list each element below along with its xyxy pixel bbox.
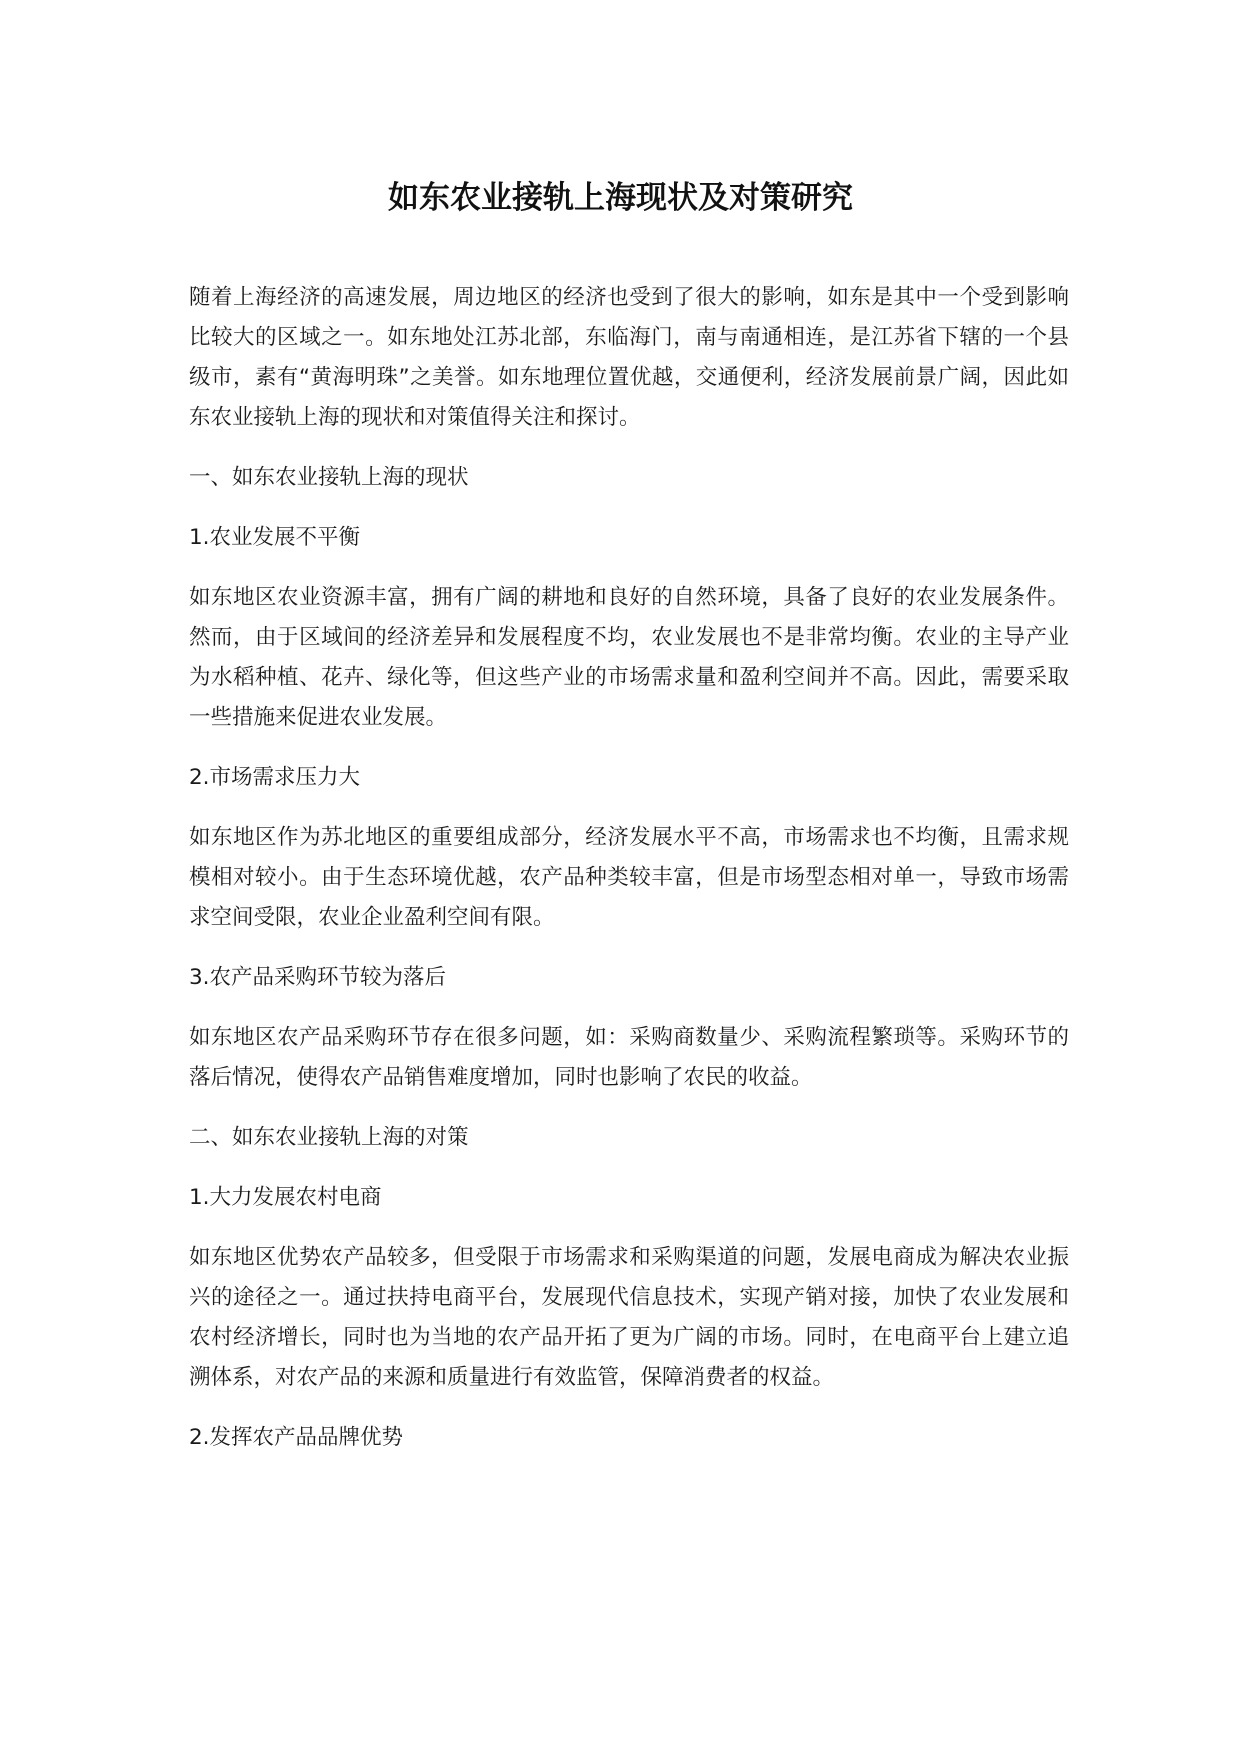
section-heading-countermeasures: 二、如东农业接轨上海的对策: [189, 1125, 469, 1150]
subheading-uneven-development: 1.农业发展不平衡: [189, 525, 361, 550]
subheading-procurement: 3.农产品采购环节较为落后: [189, 965, 447, 990]
intro-paragraph: 随着上海经济的高速发展，周边地区的经济也受到了很大的影响，如东是其中一个受到影响比较大的区域之一。如东地处江苏北部，东临海门，南与南通相连，是江苏省下辖的一个县级市，素有“黄海明珠”之美誉。如东地理位置优越，交通便利，经济发展前景广阔，因此如东农业接轨上海的现状和对策值得关注和探讨。: [189, 285, 1069, 430]
paragraph-market-pressure: 如东地区作为苏北地区的重要组成部分，经济发展水平不高，市场需求也不均衡，且需求规模相对较小。由于生态环境优越，农产品种类较丰富，但是市场型态相对单一，导致市场需求空间受限，农业企业盈利空间有限。: [189, 825, 1069, 930]
document-title: 如东农业接轨上海现状及对策研究: [388, 180, 853, 216]
subheading-brand-advantage: 2.发挥农产品品牌优势: [189, 1425, 404, 1450]
subheading-market-pressure: 2.市场需求压力大: [189, 765, 361, 790]
section-heading-status: 一、如东农业接轨上海的现状: [189, 465, 469, 490]
paragraph-ecommerce: 如东地区优势农产品较多，但受限于市场需求和采购渠道的问题，发展电商成为解决农业振兴的途径之一。通过扶持电商平台，发展现代信息技术，实现产销对接，加快了农业发展和农村经济增长，同时也为当地的农产品开拓了更为广阔的市场。同时，在电商平台上建立追溯体系，对农产品的来源和质量进行有效监管，保障消费者的权益。: [189, 1245, 1069, 1390]
paragraph-uneven-development: 如东地区农业资源丰富，拥有广阔的耕地和良好的自然环境，具备了良好的农业发展条件。然而，由于区域间的经济差异和发展程度不均，农业发展也不是非常均衡。农业的主导产业为水稻种植、花卉、绿化等，但这些产业的市场需求量和盈利空间并不高。因此，需要采取一些措施来促进农业发展。: [189, 585, 1069, 730]
subheading-ecommerce: 1.大力发展农村电商: [189, 1185, 382, 1210]
paragraph-procurement: 如东地区农产品采购环节存在很多问题，如：采购商数量少、采购流程繁琐等。采购环节的落后情况，使得农产品销售难度增加，同时也影响了农民的收益。: [189, 1025, 1069, 1090]
document-body: [189, 278, 1069, 1478]
